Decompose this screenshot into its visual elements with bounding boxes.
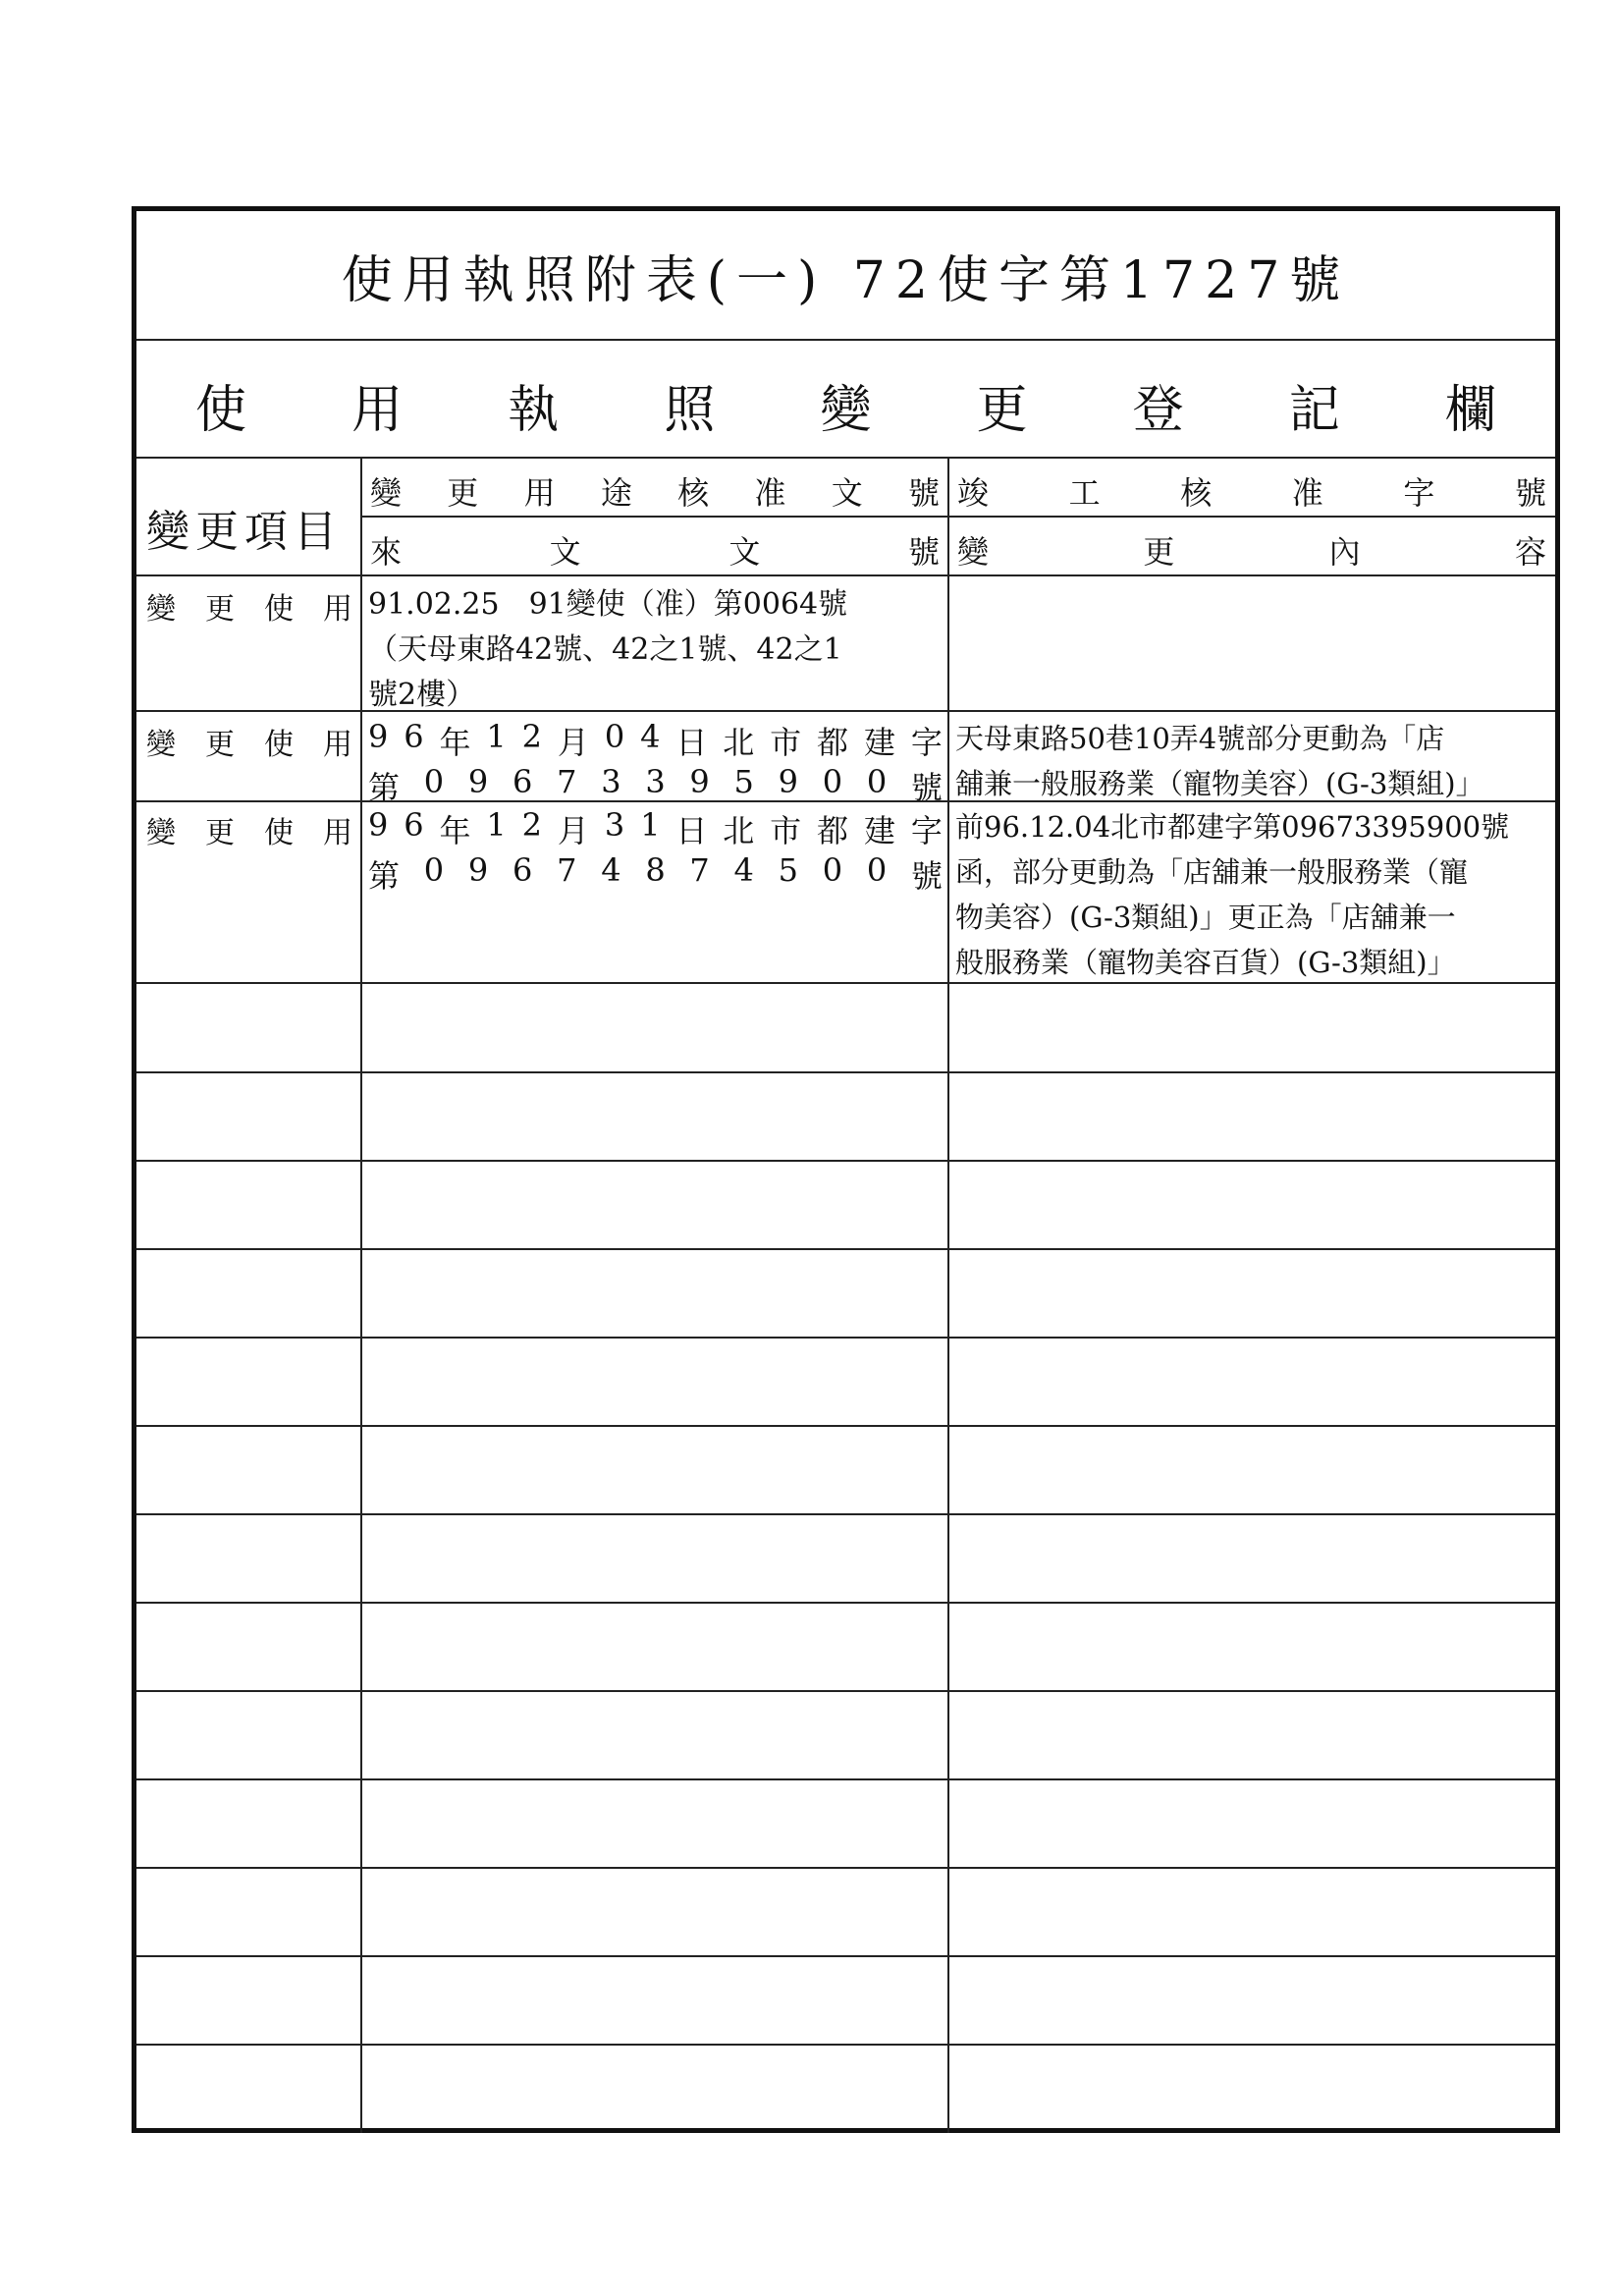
row-doc-line: 第 0 9 6 7 3 3 9 5 9 0 0 號 (368, 763, 943, 806)
header-item-label: 變更項目 (146, 507, 343, 557)
row-item-label: 變 更 使 用 (146, 592, 352, 627)
form-title: 使用執照附表(一) 72使字第1727號 (341, 251, 1351, 310)
divider (136, 457, 1555, 459)
subtitle-char: 變 (820, 381, 872, 440)
divider (360, 516, 1555, 518)
row-divider (136, 1337, 1555, 1339)
row-divider (136, 1602, 1555, 1604)
column-divider (947, 457, 949, 2133)
header-col2-top: 竣 工 核 准 字 號 (957, 474, 1546, 512)
row-divider (136, 1690, 1555, 1692)
row-divider (136, 1071, 1555, 1073)
row-doc-number: 91.02.25 91變使（准）第0064號 （天母東路42號、42之1號、42之1 號2樓） (368, 587, 848, 712)
row-divider (136, 800, 1555, 802)
divider (136, 574, 1555, 576)
row-divider (136, 2044, 1555, 2046)
subtitle-char: 用 (351, 381, 404, 440)
row-doc-line: 第 0 9 6 7 4 8 7 4 5 0 0 號 (368, 851, 943, 895)
subtitle-char: 登 (1132, 381, 1184, 440)
header-col1-top: 變 更 用 途 核 准 文 號 (370, 474, 940, 512)
row-divider (136, 1248, 1555, 1250)
row-doc-line: 9 6 年 1 2 月 0 4 日 北 市 都 建 字 (368, 718, 943, 761)
column-divider (360, 457, 362, 2133)
header-col1-bottom: 來 文 文 號 (370, 533, 940, 571)
subtitle-char: 執 (508, 381, 560, 440)
row-divider (136, 1160, 1555, 1162)
subtitle-char: 照 (664, 381, 716, 440)
subtitle-char: 使 (195, 381, 247, 440)
subtitle-char: 記 (1288, 381, 1340, 440)
row-divider (136, 710, 1555, 712)
header-col2-bottom: 變 更 內 容 (957, 533, 1546, 571)
row-divider (136, 1778, 1555, 1780)
row-divider (136, 1513, 1555, 1515)
row-item-label: 變 更 使 用 (146, 816, 352, 850)
row-change-content: 前96.12.04北市都建字第09673395900號 函，部分更動為「店舖兼一般服務業（寵 物美容）(G-3類組)」更正為「店舖兼一 般服務業（寵物美容百貨）(G-3類組)」 (955, 810, 1510, 979)
row-divider (136, 1867, 1555, 1869)
divider (136, 339, 1555, 341)
row-divider (136, 1425, 1555, 1427)
row-item-label: 變 更 使 用 (146, 728, 352, 762)
license-form (132, 206, 1560, 2133)
row-doc-line: 9 6 年 1 2 月 3 1 日 北 市 都 建 字 (368, 806, 943, 849)
subtitle-char: 欄 (1444, 381, 1496, 440)
row-divider (136, 1955, 1555, 1957)
row-divider (136, 982, 1555, 984)
subtitle-char: 更 (976, 381, 1028, 440)
form-subtitle (195, 368, 1496, 442)
row-change-content: 天母東路50巷10弄4號部分更動為「店 舖兼一般服務業（寵物美容）(G-3類組)」 (955, 722, 1484, 800)
